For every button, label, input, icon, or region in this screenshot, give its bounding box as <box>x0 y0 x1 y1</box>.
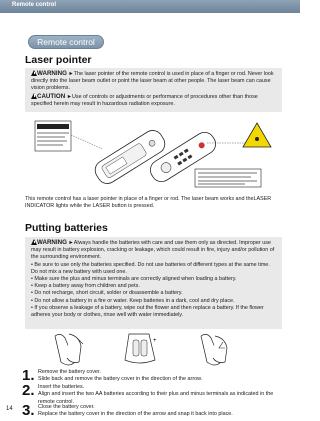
close-cover-illustration <box>201 334 227 365</box>
laser-pointer-heading: Laser pointer <box>25 54 92 66</box>
battery-bullet: • Make sure the plus and minus terminals are correctly aligned when loading a battery. <box>31 276 237 283</box>
batteries-heading: Putting batteries <box>25 222 108 234</box>
step-title: Close the battery cover. <box>38 404 95 410</box>
step-number: 2. <box>22 382 35 399</box>
battery-warning-text: ►Always handle the batteries with care and use them only as directed. Improper use may result in battery explosion, cracking or leakage, which could result in fire, injury and/or pollution of the surrounding environment. <box>31 240 275 261</box>
laser-warning-text: ►The laser pointer of the remote control is used in place of a finger or rod. Never look directly into the laser beam outlet or point the laser beam at other people. The laser beam can cause vision problems. <box>31 71 274 92</box>
laser-caution-text: ►Use of controls or adjustments or performance of procedures other than those specified herein may result in hazardous radiation exposure. <box>31 93 258 107</box>
battery-bullet: • Do not recharge, short circuit, solder or disassemble a battery. <box>31 290 183 297</box>
laser-caption: This remote control has a laser pointer in place of a finger or rod. The laser beam works and theLASER INDICATOR lights while the LASER button is pressed. <box>25 196 272 210</box>
step-text <box>38 369 282 384</box>
laser-hazard-icon <box>243 123 271 147</box>
step-text <box>38 384 282 406</box>
step-title: Insert the batteries. <box>38 384 85 390</box>
warning-triangle-icon <box>31 239 37 245</box>
warning-tag: WARNING <box>37 239 67 246</box>
battery-warning-box <box>25 237 282 329</box>
step-detail: Replace the battery cover in the direction of the arrow and snap it back into place. <box>38 411 233 418</box>
header-label: Remote control <box>12 2 57 8</box>
battery-bullet: • Do not allow a battery in a fire or water. Keep batteries in a dark, cool and dry place. <box>31 297 235 304</box>
step-number: 3. <box>22 402 35 419</box>
caution-triangle-icon <box>31 93 37 99</box>
battery-bullet: • Keep a battery away from children and pets. <box>31 283 140 290</box>
battery-bullet: • If you observe a leakage of a battery, wipe out the flower and then replace a battery. If the flower adheres your body or clothes, rinse well with water immediately. <box>31 304 264 319</box>
laser-remote-illustration <box>25 113 282 195</box>
step-detail: Align and insert the two AA batteries according to their plus and minus terminals as indicated in the remote control. <box>38 391 274 405</box>
remove-cover-illustration <box>55 334 83 365</box>
laser-warning-box <box>25 68 282 112</box>
page-number: 14 <box>6 406 13 412</box>
step-text <box>38 404 282 419</box>
battery-steps-illustration <box>25 330 282 368</box>
warning-triangle-icon <box>31 70 37 76</box>
step-detail: Slide back and remove the battery cover in the direction of the arrow. <box>38 376 203 383</box>
insert-batteries-illustration <box>125 334 157 363</box>
section-title-pill: Remote control <box>28 35 104 49</box>
caution-tag: CAUTION <box>37 92 66 100</box>
header-bar <box>0 0 300 13</box>
warning-tag: WARNING <box>37 70 67 77</box>
step-number: 1. <box>22 367 35 384</box>
battery-bullet: • Be sure to use only the batteries specified. Do not use batteries of different types at the same time. Do not mix a new battery with used one. <box>31 261 270 275</box>
step-title: Remove the battery cover. <box>38 369 101 375</box>
svg-text:+: + <box>153 338 157 344</box>
